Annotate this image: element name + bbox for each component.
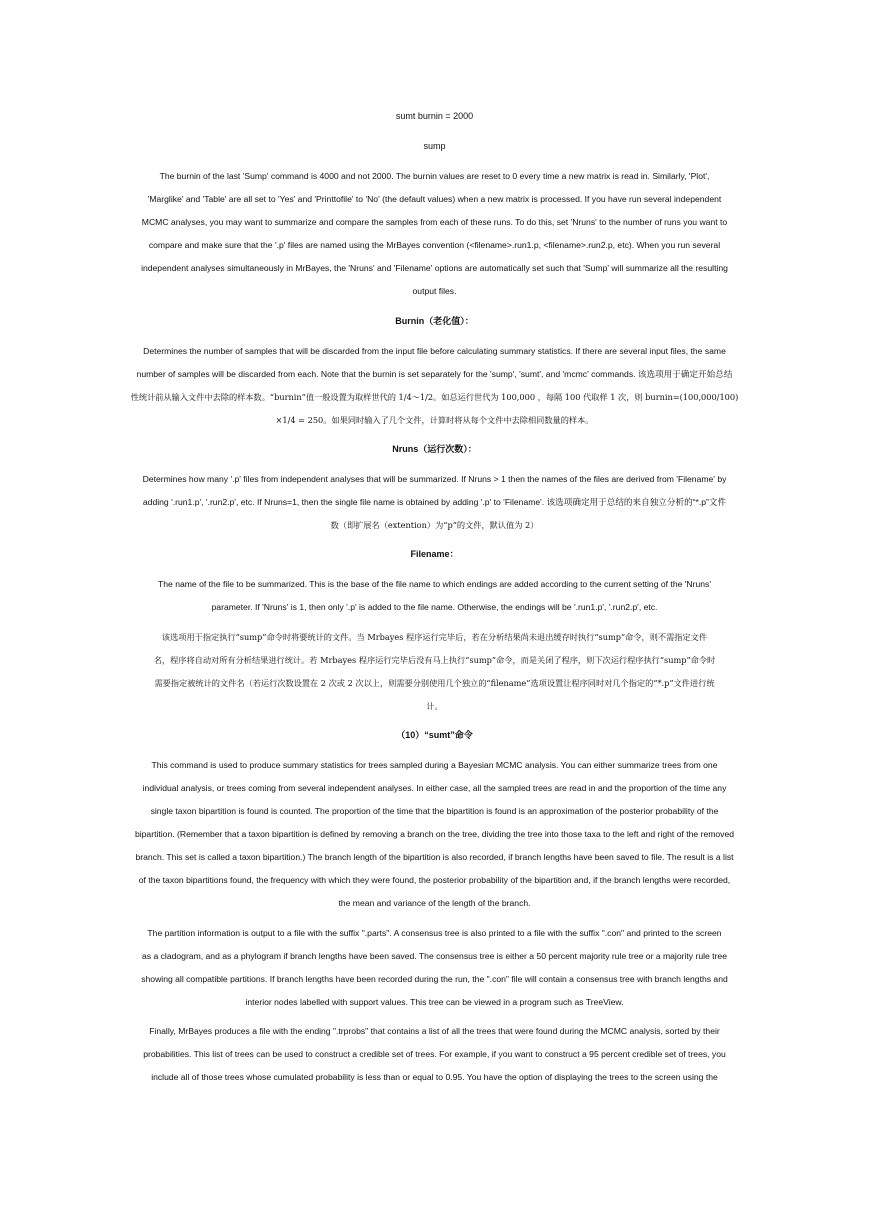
text-line: individual analysis, or trees coming from several independent analyses. In either case, all the sampled trees are read in and the proportion of the time any — [142, 783, 727, 793]
text-line: 'Marglike' and 'Table' are all set to 'Yes' and 'Printtofile' to 'No' (the default values) when a new matrix is processed. If you have run several independent — [147, 194, 722, 204]
text-line: interior nodes labelled with support values. This tree can be viewed in a program such as TreeView. — [245, 997, 624, 1007]
text-line: Determines how many '.p' files from independent analyses that will be summarized. If Nruns > 1 then the names of the files are derived from 'Filename' by — [142, 474, 727, 484]
text-line: 数（即扩展名（extention）为“p”的文件，默认值为 2） — [330, 520, 539, 530]
command-sumt-burnin: sumt burnin = 2000 — [395, 111, 474, 121]
text-line: Finally, MrBayes produces a file with the ending ".trprobs" that contains a list of all the trees that were found during the MCMC analysis, sorted by their — [149, 1026, 720, 1036]
text-line: The burnin of the last 'Sump' command is 4000 and not 2000. The burnin values are reset to 0 every time a new matrix is read in. Similarly, 'Plot', — [159, 171, 710, 181]
command-sump: sump — [423, 141, 446, 151]
text-line: MCMC analyses, you may want to summarize and compare the samples from each of these runs. To do this, set 'Nruns' to the number of runs you want to — [141, 217, 728, 227]
text-line: 性统计前从输入文件中去除的样本数。“burnin”值一般设置为取样世代的 1/4～1/2。如总运行世代为 100,000 ，每隔 100 代取样 1 次，则 burnin=(100,000/100) — [130, 392, 739, 402]
text-line: 计。 — [426, 701, 443, 711]
text-line: independent analyses simultaneously in MrBayes, the 'Nruns' and 'Filename' options are automatically set such that 'Sump' will summarize all the resulting — [141, 263, 728, 273]
heading-nruns: Nruns（运行次数）： — [392, 444, 477, 454]
heading-filename: Filename： — [410, 549, 459, 559]
text-line: 名，程序将自动对所有分析结果进行统计。若 Mrbayes 程序运行完毕后没有马上执行“sump”命令，而是关闭了程序，则下次运行程序执行“sump”命令时 — [153, 655, 716, 665]
text-line: probabilities. This list of trees can be used to construct a credible set of trees. For example, if you want to construct a 95 percent credible set of trees, you — [143, 1049, 726, 1059]
text-line: ×1/4 = 250。如果同时输入了几个文件，计算时将从每个文件中去除相同数量的样本。 — [275, 415, 594, 425]
text-line: bipartition. (Remember that a taxon bipartition is defined by removing a branch on the tree, dividing the tree into those taxa to the left and right of the removed — [134, 829, 735, 839]
text-line: The name of the file to be summarized. This is the base of the file name to which endings are added according to the current setting of the 'Nruns' — [158, 579, 711, 589]
text-line: showing all compatible partitions. If branch lengths have been recorded during the run, the ".con" file will contain a consensus tree with branch lengths and — [141, 974, 728, 984]
text-line: Determines the number of samples that will be discarded from the input file before calculating summary statistics. If there are several input files, the same — [143, 346, 726, 356]
text-line: parameter. If 'Nruns' is 1, then only '.p' is added to the file name. Otherwise, the endings will be '.run1.p', '.run2.p', etc. — [211, 602, 658, 612]
text-line: branch. This set is called a taxon bipartition.) The branch length of the bipartition is also recorded, if branch lengths have been saved to file. The result is a list — [135, 852, 734, 862]
text-line: The partition information is output to a file with the suffix ".parts". A consensus tree is also printed to a file with the suffix ".con" and printed to the screen — [147, 928, 722, 938]
text-line: output files. — [412, 286, 457, 296]
text-line: number of samples will be discarded from each. Note that the burnin is set separately for the 'sump', 'sumt', and 'mcmc' commands. 该选项用于确定开始总结 — [136, 369, 733, 379]
text-line: compare and make sure that the '.p' files are named using the MrBayes convention (<filename>.run1.p, <filename>.run2.p, etc). When you run several — [148, 240, 721, 250]
text-line: 需要指定被统计的文件名（若运行次数设置在 2 次或 2 次以上，则需要分别使用几个独立的“filename”选项设置让程序同时对几个指定的“*.p”文件进行统 — [154, 678, 715, 688]
text-line: of the taxon bipartitions found, the frequency with which they were found, the posterior probability of the bipartition and, if the branch lengths were recorded, — [138, 875, 731, 885]
text-line: This command is used to produce summary statistics for trees sampled during a Bayesian MCMC analysis. You can either summarize trees from one — [151, 760, 718, 770]
text-line: single taxon bipartition is found is counted. The proportion of the time that the bipartition is found is an approximation of the posterior probability of the — [150, 806, 719, 816]
text-line: as a cladogram, and as a phylogram if branch lengths have been saved. The consensus tree is either a 50 percent majority rule tree or a majority rule tree — [141, 951, 727, 961]
heading-burnin: Burnin（老化值）： — [395, 316, 474, 326]
text-line: include all of those trees whose cumulated probability is less than or equal to 0.95. You have the option of displaying the trees to the screen using the — [151, 1072, 718, 1082]
text-line: adding '.run1.p', '.run2.p', etc. If Nruns=1, then the single file name is obtained by adding '.p' to 'Filename'. 该选项确定用于总结的来自独立分析的“*.p”文件 — [142, 497, 727, 507]
text-line: the mean and variance of the length of the branch. — [338, 898, 531, 908]
text-line: 该选项用于指定执行“sump”命令时将要统计的文件。当 Mrbayes 程序运行完毕后，若在分析结果尚未退出缓存时执行“sump”命令，则不需指定文件 — [161, 632, 708, 642]
heading-sumt-command: （10）“sumt”命令 — [396, 730, 473, 740]
